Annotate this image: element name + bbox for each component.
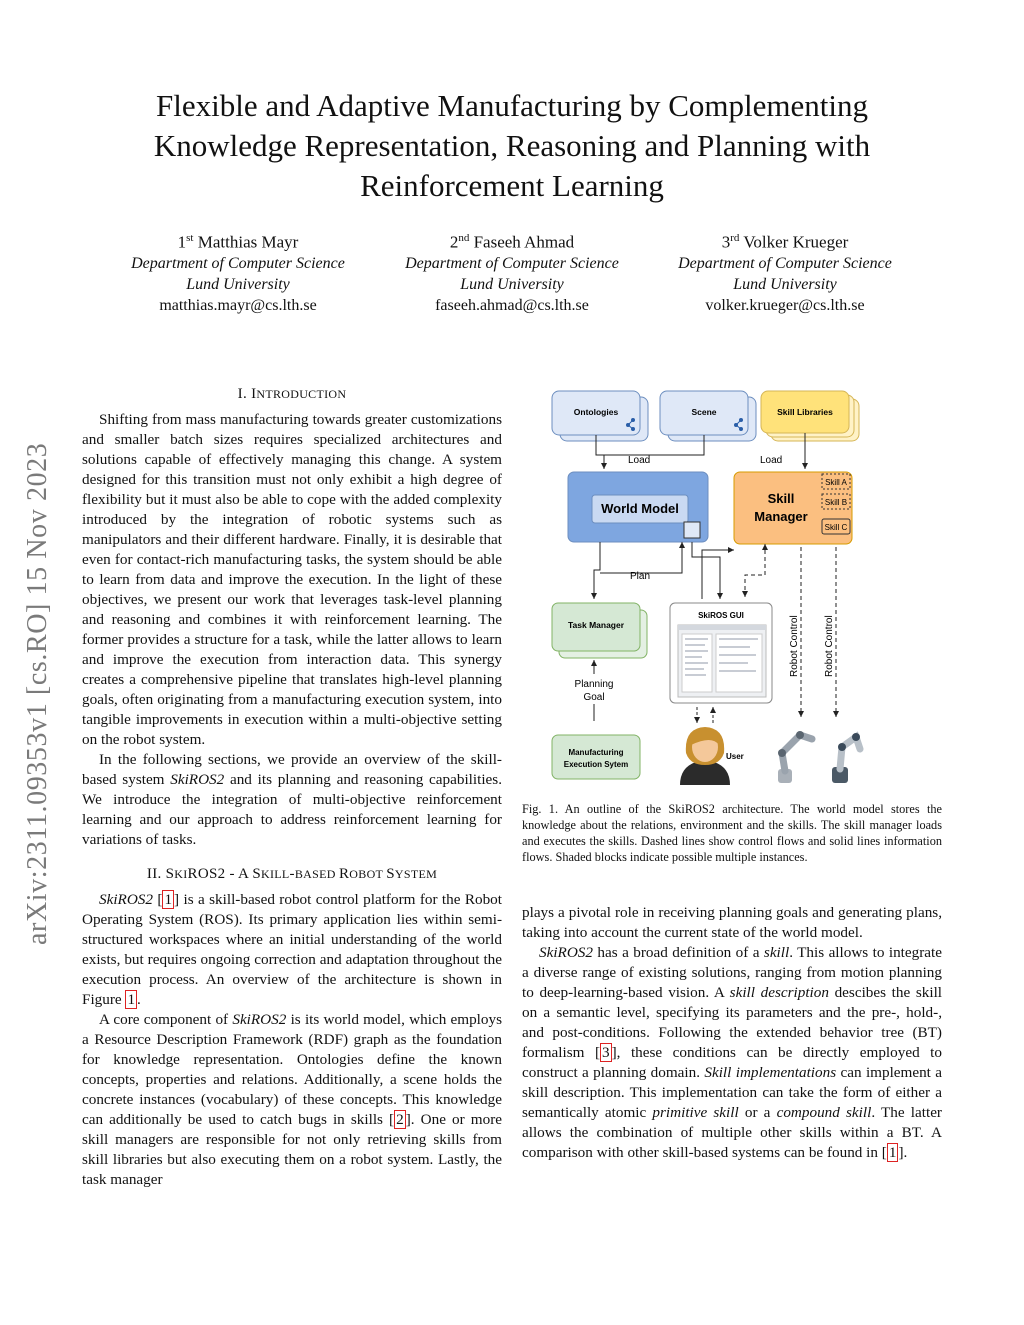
- section-heading-skiros: [82, 864, 502, 884]
- mes-label: Manufacturing: [568, 748, 624, 757]
- control-arrow: [745, 557, 765, 597]
- author-dept: Department of Computer Science: [131, 254, 345, 272]
- load-label: Load: [628, 455, 651, 466]
- task-manager-block: [552, 603, 647, 658]
- emphasis: skill: [763, 944, 790, 961]
- section-number: I.: [237, 386, 248, 402]
- text-run: or a: [738, 1104, 777, 1121]
- author-uni: Lund University: [733, 275, 837, 293]
- world-model-block: [568, 472, 708, 542]
- section-number: II.: [146, 866, 162, 882]
- text-run: A core component of: [99, 1011, 233, 1028]
- text-run: has a broad definition of a: [593, 944, 764, 961]
- emphasis: skill description: [729, 984, 829, 1001]
- mes-label: Execution Sytem: [563, 760, 629, 769]
- paragraph: A core component of SkiROS2 is its world model, which employs a Resource Description Framework (RDF) graph as the foundation for knowledge representation. Ontologies define the known concepts, properties and relations. Additionally, a scene holds the concrete instances (vocabulary) of these concepts. This knowledge can additionally be used to catch bugs in skills [ 2 ]. One or more skill managers are responsible for not only retrieving skills from skill libraries but also executing them on a robot system. Lastly, the task manager: [82, 1011, 502, 1188]
- robot-arm-icon: [778, 731, 812, 783]
- goal-label: Goal: [583, 692, 605, 703]
- text-run: .: [137, 991, 141, 1008]
- text-run: , these conditions can be directly employed to construct a planning domain.: [522, 1044, 942, 1081]
- text-run: can implement a skill description. This implementation can take the form of either a semantically atomic: [522, 1064, 943, 1121]
- figure-link[interactable]: 1: [127, 991, 136, 1008]
- citation-link[interactable]: 3: [602, 1044, 610, 1061]
- author-email[interactable]: volker.krueger@cs.lth.se: [705, 296, 865, 314]
- robot-arm-icon: [832, 733, 860, 783]
- heading-smallcaps: OBOT: [349, 867, 387, 881]
- author-ordinal: 3: [721, 232, 731, 252]
- paragraph: SkiROS2 has a broad definition of a skill. This allows to integrate a diverse range of existing solutions, ranging from motion planning to deep-learning-based vision. A skill description descibes the skill on a semantic level, specifying its parameters and the pre-, hold-, and post-conditions. Following the extended behavior tree (BT) formalism [ 3 ], these conditions can be directly employed to construct a planning domain. Skill implementations can implement a skill description. This implementation can take the form of either a semantically atomic primitive skill or a compound skill. The latter allows the combination of multiple other skills within a BT. A comparison with other skill-based systems can be found in [ 1 ].: [522, 944, 943, 1161]
- robot-control-label: Robot Control: [789, 615, 800, 677]
- author-block: [362, 228, 662, 316]
- text-run: and its planning and reasoning capabilities. We introduce the integration of multi-objective reinforcement learning and our approach to address reinforcement learning for variations of tasks.: [82, 771, 502, 848]
- text-run: . The latter allows the combination of multiple other skills within a BT. A comparison with other skill-based systems can be found in: [522, 1104, 942, 1161]
- author-name: Matthias Mayr: [197, 232, 299, 252]
- title-line: Knowledge Representation, Reasoning and Planning with: [153, 128, 871, 163]
- scene-block: [660, 391, 756, 441]
- user-label: User: [726, 752, 744, 761]
- load-label: Load: [760, 455, 783, 466]
- text-run: In the following sections, we provide an overview of the skill-based system: [82, 751, 502, 788]
- skill-manager-block: [734, 472, 852, 544]
- gui-arrow: [692, 542, 720, 599]
- figure-caption: Fig. 1. An outline of the SkiROS2 architecture. The world model stores the knowledge about the relations, environment and the skills. The skill manager loads and executes the skills. Dashed lines show control flows and solid lines information flows. Shaded blocks indicate possible multiple instances.: [522, 802, 942, 864]
- author-ordinal-sup: st: [186, 232, 194, 244]
- heading-smallcaps: KILL: [261, 867, 290, 881]
- author-ordinal: 2: [449, 232, 459, 252]
- architecture-figure: [520, 385, 945, 797]
- world-model-label: World Model: [601, 501, 679, 516]
- user-icon: [680, 727, 730, 785]
- author-name: Faseeh Ahmad: [473, 232, 575, 252]
- text-run: descibes the skill on a semantic level, specifying its parameters and the pre-, hold-, and post-conditions. Following the extended behavior tree (BT) formalism: [522, 984, 943, 1061]
- heading-smallcaps: BASED: [294, 867, 339, 881]
- title-line: Reinforcement Learning: [360, 168, 664, 203]
- heading-cap: I: [251, 386, 257, 402]
- emphasis: SkiROS2: [99, 891, 153, 908]
- author-name: Volker Krueger: [743, 232, 849, 252]
- skill-manager-label: Skill: [767, 491, 795, 506]
- author-ordinal-sup: rd: [730, 232, 740, 244]
- section-heading-introduction: [82, 384, 502, 404]
- ontologies-label: Ontologies: [573, 407, 619, 417]
- heading-smallcaps: KI: [174, 867, 188, 881]
- skill-a-label: Skill A: [825, 478, 847, 487]
- plan-arrow: [600, 542, 682, 573]
- text-run: . This allows to integrate a diverse range of existing solutions, ranging from motion planning to deep-learning-based vision. A: [522, 944, 942, 1001]
- emphasis: SkiROS2: [232, 1011, 287, 1028]
- heading-smallcaps: YSTEM: [394, 867, 438, 881]
- heading-cap: R: [338, 866, 350, 882]
- author-uni: Lund University: [460, 275, 564, 293]
- emphasis: compound skill: [776, 1104, 872, 1121]
- paragraph: [82, 750, 502, 850]
- heading-cap: S: [386, 866, 395, 882]
- skill-b-label: Skill B: [824, 498, 848, 507]
- author-uni: Lund University: [186, 275, 290, 293]
- heading-cap: S: [252, 866, 262, 882]
- emphasis: primitive skill: [652, 1104, 739, 1121]
- paragraph: plays a pivotal role in receiving planning goals and generating plans, taking into account the current state of the world model.: [522, 904, 942, 941]
- skill-libraries-label: Skill Libraries: [777, 407, 833, 417]
- text-run: is its world model, which employs a Resource Description Framework (RDF) graph as the foundation for knowledge representation. Ontologies define the known concepts, properties and relations. Additionally, a scene holds the concrete instances (vocabulary) of these concepts. This knowledge can additionally be used to catch bugs in skills: [82, 1011, 502, 1128]
- paper-title: [100, 86, 924, 206]
- heading-cap: -: [289, 866, 295, 882]
- skill-c-label: Skill C: [824, 523, 848, 532]
- heading-cap: S: [165, 866, 175, 882]
- author-ordinal-sup: nd: [458, 232, 470, 244]
- text-run: .: [903, 1144, 908, 1161]
- planning-label: Planning: [574, 679, 614, 690]
- citation-link[interactable]: 2: [396, 1111, 404, 1128]
- emphasis: SkiROS2: [539, 944, 593, 961]
- plan-label: Plan: [630, 571, 651, 582]
- robot-control-label: Robot Control: [824, 615, 835, 677]
- left-column: [82, 384, 502, 1190]
- title-line: Flexible and Adaptive Manufacturing by Complementing: [155, 88, 868, 123]
- author-dept: Department of Computer Science: [405, 254, 619, 272]
- mes-block: [552, 735, 640, 779]
- skiros-gui-block: [670, 603, 772, 703]
- heading-smallcaps: NTRODUCTION: [256, 387, 347, 401]
- author-dept: Department of Computer Science: [678, 254, 892, 272]
- task-manager-label: Task Manager: [567, 620, 625, 630]
- citation-link[interactable]: 1: [164, 891, 173, 908]
- citation-link[interactable]: 1: [888, 1144, 897, 1161]
- scene-label: Scene: [691, 407, 717, 417]
- skiros-gui-label: SkiROS GUI: [698, 611, 744, 620]
- heading-cap: ROS2 - A: [187, 866, 253, 882]
- paragraph: SkiROS2 [ 1 ] is a skill-based robot control platform for the Robot Operating System (ROS). Its primary application lies within semi-structured workspaces where an initial understanding of the world exists, but requires ongoing correction and adaptation throughout the execution process. An overview of the architecture is shown in Figure 1 .: [82, 891, 502, 1008]
- emphasis: SkiROS2: [170, 771, 225, 788]
- paragraph: Shifting from mass manufacturing towards greater customizations and smaller batch sizes requires specialized architectures and solutions capable of effectively managing this change. A system designed for this transition must not only exhibit a high degree of flexibility but it must also be able to cope with the added complexity introduced by the integration of robotic systems such as manipulators and their different hardware. Finally, it is desirable that even for contact-rich manufacturing tasks, the system should be able to learn from data and improve the execution. In the light of these objectives, we present our work that leverages task-level planning and reasoning and combines it with reinforcement learning. The former provides a structure for a task, while the latter allows to learn and improve the execution from interaction data. This synergy creates a comprehensive pipeline that translates high-level planning goals, often originating from a manufacturing execution system, into tangible improvements in execution within a multi-objective setting on the robot system.: [82, 411, 502, 748]
- skill-manager-label: Manager: [754, 509, 808, 524]
- author-ordinal: 1: [177, 232, 187, 252]
- ontologies-block: [552, 391, 648, 441]
- author-block: [88, 228, 388, 316]
- skill-libraries-block: [761, 391, 859, 441]
- plan-arrow: [594, 542, 600, 599]
- author-block: [635, 228, 935, 316]
- emphasis: Skill implementations: [704, 1064, 837, 1081]
- text-run: is a skill-based robot control platform for the Robot Operating System (ROS). Its primary application lies within semi-structured workspaces where an initial understanding of the world exists, but requires ongoing correction and adaptation throughout the execution process. An overview of the architecture is shown in Figure: [82, 891, 502, 1008]
- right-column: [522, 903, 942, 1163]
- text-run: . One or more skill managers are responsible for not only retrieving skills from skill libraries but also executing them on a robot system. Lastly, the task manager: [82, 1111, 502, 1188]
- author-email[interactable]: matthias.mayr@cs.lth.se: [159, 296, 317, 314]
- author-email[interactable]: faseeh.ahmad@cs.lth.se: [435, 296, 589, 314]
- arxiv-identifier: arXiv:2311.09353v1 [cs.RO] 15 Nov 2023: [22, 442, 53, 945]
- rdf-icon: [684, 522, 700, 538]
